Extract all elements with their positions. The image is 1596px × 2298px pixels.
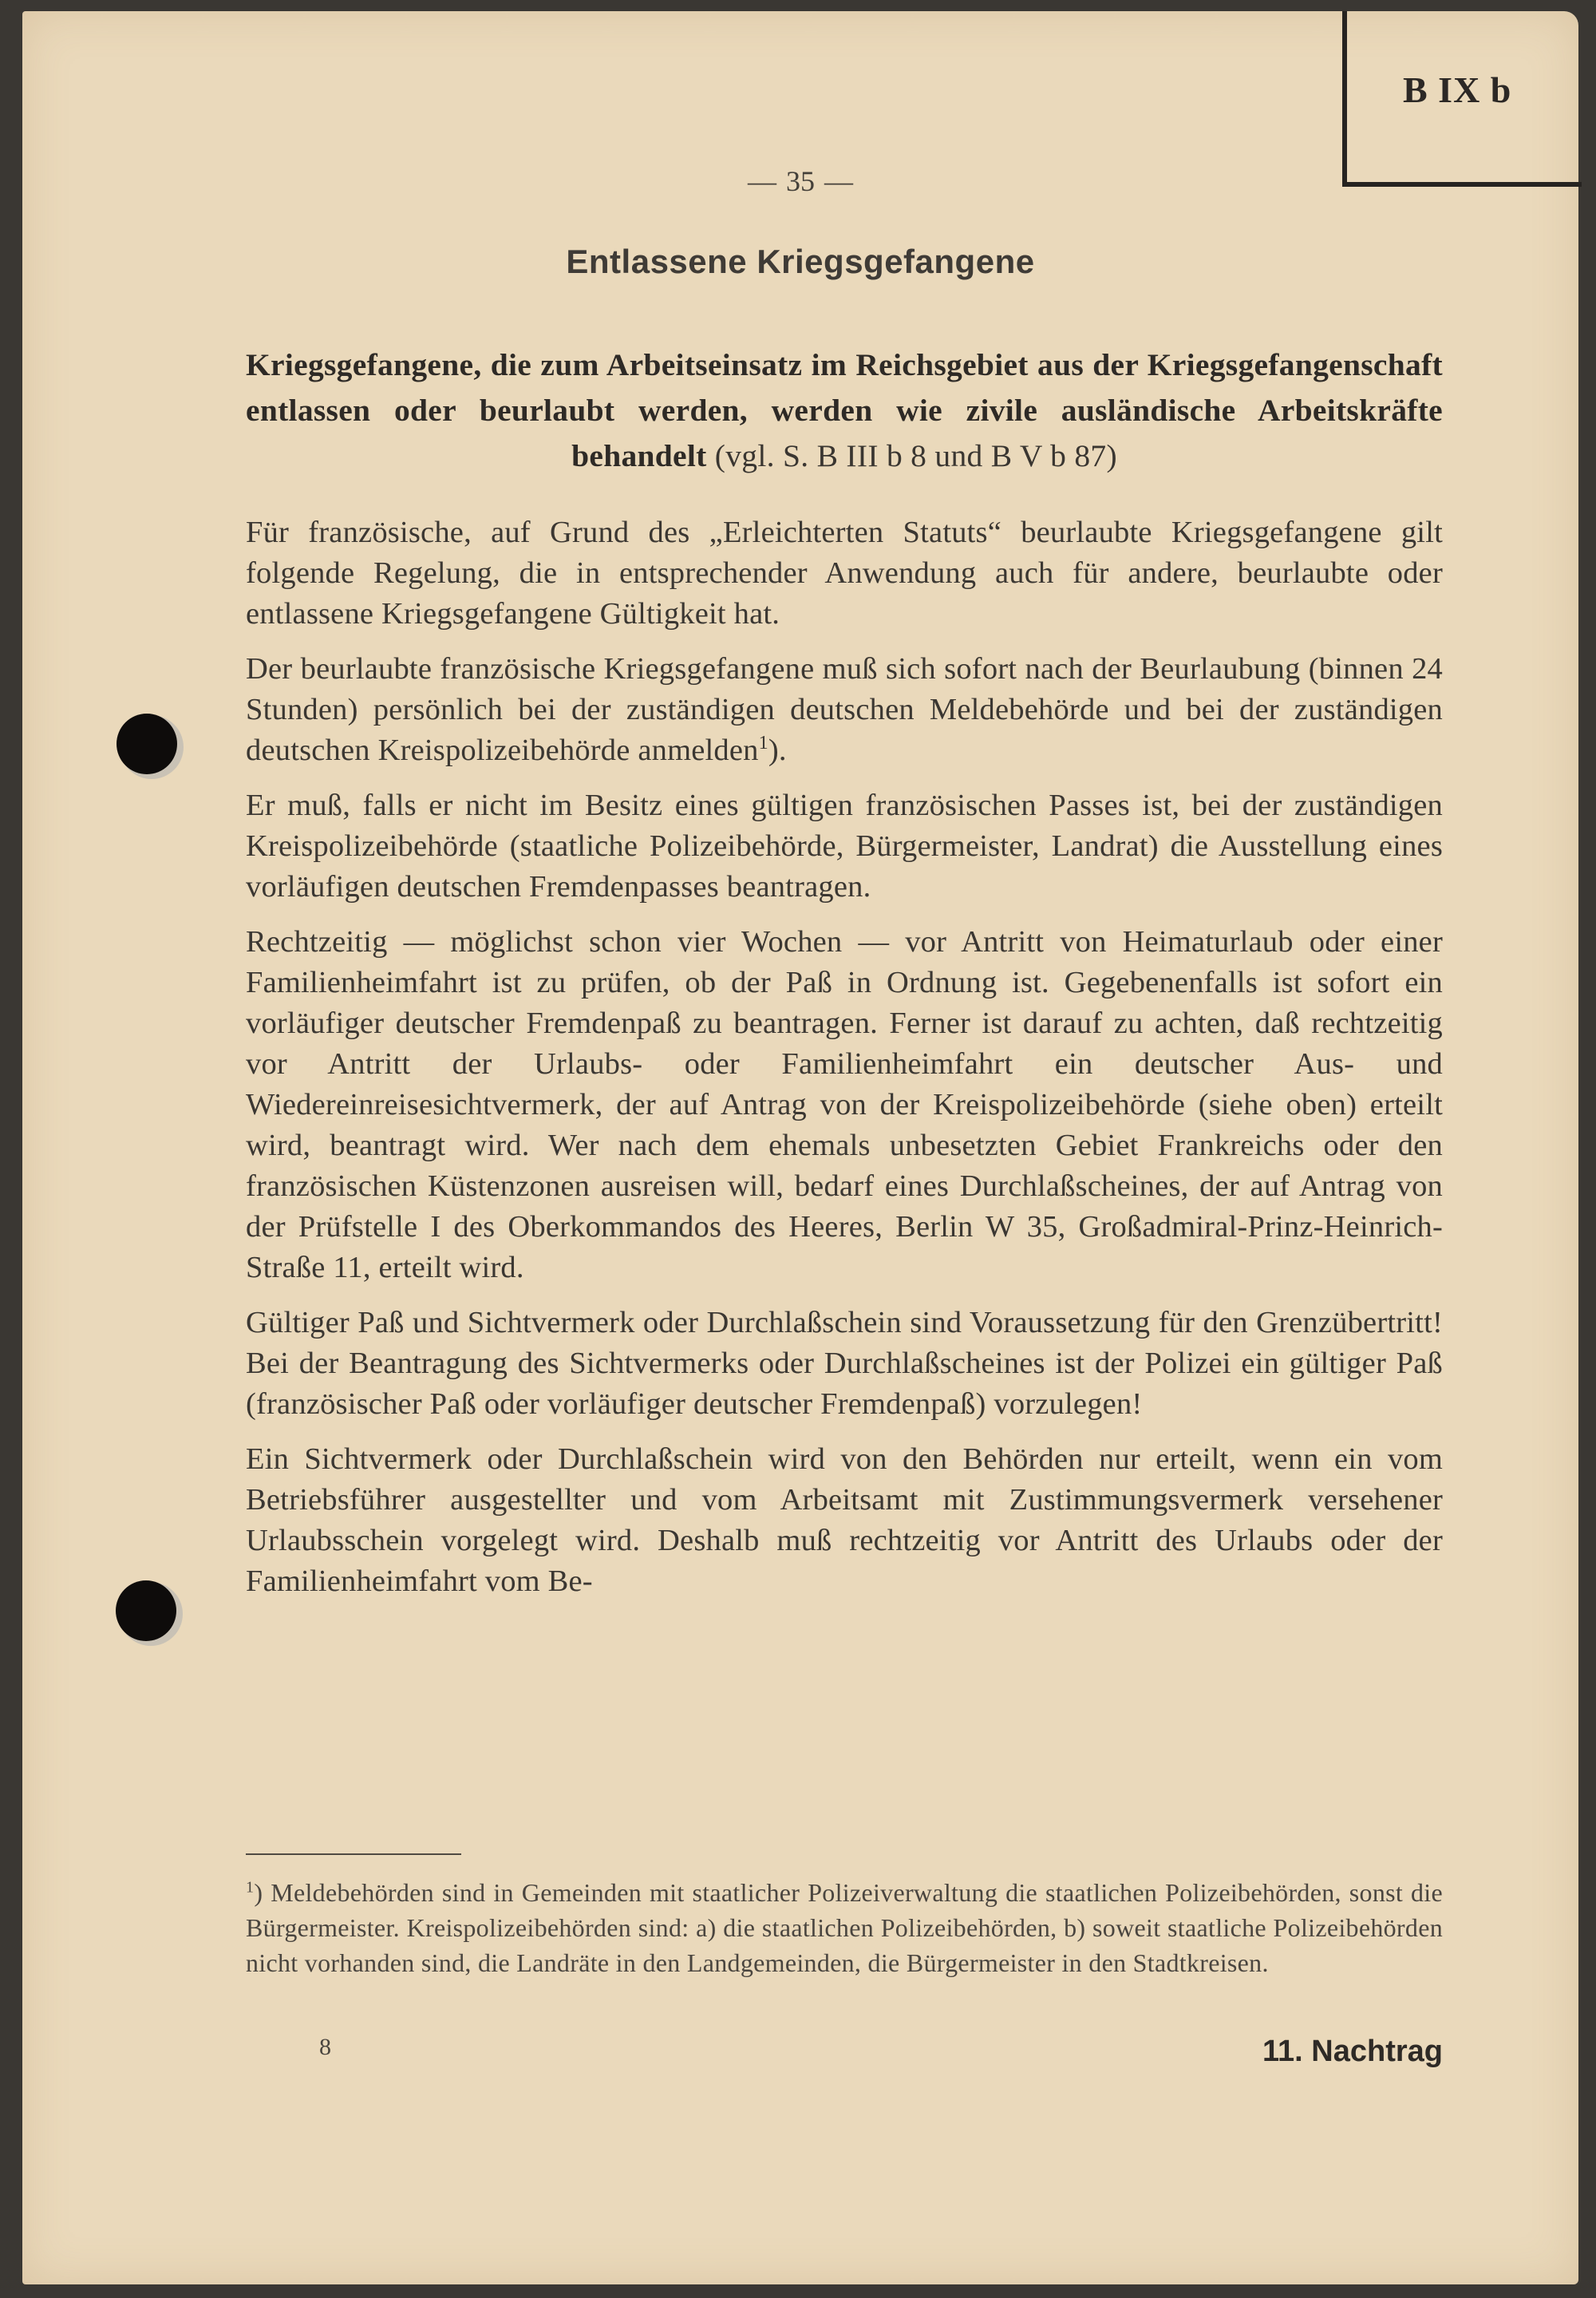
document-page bbox=[22, 11, 1578, 2284]
supplement-label: 11. Nachtrag bbox=[1262, 2035, 1443, 2068]
paragraph-registration-end: ). bbox=[768, 734, 787, 767]
sheet-number: 8 bbox=[319, 2034, 331, 2060]
intro-paragraph bbox=[246, 342, 1443, 479]
body-text bbox=[246, 512, 1443, 1616]
page-number-dash-right: — bbox=[824, 165, 853, 197]
page-number-value: 35 bbox=[786, 165, 815, 197]
section-stamp-label: B IX b bbox=[1403, 69, 1512, 110]
paragraph-registration bbox=[246, 649, 1443, 771]
section-stamp-box bbox=[1342, 11, 1582, 187]
paragraph-border-crossing: Gültiger Paß und Sichtvermerk oder Durchlaßschein sind Voraussetzung für den Grenzübertritt! Bei der Beantragung des Sichtvermerks oder Durchlaßscheines ist der Polizei ein gültiger Paß (französischer Paß oder vorläufiger deutscher Fremdenpaß) vorzulegen! bbox=[246, 1306, 1443, 1421]
punch-hole-top bbox=[117, 714, 177, 774]
footnote bbox=[246, 1875, 1443, 1980]
page-number-dash-left: — bbox=[748, 165, 776, 197]
page-title: Entlassene Kriegsgefangene bbox=[566, 243, 1035, 280]
punch-hole-bottom bbox=[116, 1580, 176, 1641]
paragraph-passport: Er muß, falls er nicht im Besitz eines gültigen französischen Passes ist, bei der zuständigen Kreispolizeibehörde (staatliche Polizeibehörde, Bürgermeister, Landrat) die Ausstellung eines vorläufigen deutschen Fremdenpasses beantragen. bbox=[246, 789, 1443, 904]
paragraph-status-rule: Für französische, auf Grund des „Erleichterten Statuts“ beurlaubte Kriegsgefangene gilt folgende Regelung, die in entsprechender Anwendung auch für andere, beurlaubte oder entlassene Kriegsgefangene Gültigkeit hat. bbox=[246, 516, 1443, 631]
footnote-text: ) Meldebehörden sind in Gemeinden mit staatlicher Polizeiverwaltung die staatlichen Polizeibehörden, sonst die Bürgermeister. Kreispolizeibehörden sind: a) die staatlichen Polizeibehörden, b) soweit staatliche Polizeibehörden nicht vorhanden sind, die Landräte in den Landgemeinden, die Bürgermeister in den Stadtkreisen. bbox=[246, 1878, 1443, 1977]
paragraph-leave-permit: Ein Sichtvermerk oder Durchlaßschein wird von den Behörden nur erteilt, wenn ein vom Betriebsführer ausgestellter und vom Arbeitsamt mit Zustimmungsvermerk versehener Urlaubsschein vorgelegt wird. Deshalb muß rechtzeitig vor Antritt des Urlaubs oder der Familienheimfahrt vom Be- bbox=[246, 1442, 1443, 1598]
footnote-divider bbox=[246, 1853, 461, 1855]
page-number bbox=[22, 164, 1578, 198]
footnote-reference: 1 bbox=[758, 733, 768, 754]
paragraph-home-leave: Rechtzeitig — möglichst schon vier Wochen — vor Antritt von Heimaturlaub oder einer Familienheimfahrt ist zu prüfen, ob der Paß in Ordnung ist. Gegebenenfalls ist sofort ein vorläufiger deutscher Fremdenpaß zu beantragen. Ferner ist darauf zu achten, daß rechtzeitig vor Antritt der Urlaubs- oder Familienheimfahrt ein deutscher Aus- und Wiedereinreisesichtvermerk, der auf Antrag von der Kreispolizeibehörde (siehe oben) erteilt wird, beantragt wird. Wer nach dem ehemals unbesetzten Gebiet Frankreichs oder den französischen Küstenzonen ausreisen will, bedarf eines Durchlaßscheines, der auf Antrag von der Prüfstelle I des Oberkommandos des Heeres, Berlin W 35, Großadmiral-Prinz-Heinrich-Straße 11, erteilt wird. bbox=[246, 925, 1443, 1284]
intro-bold-text: Kriegsgefangene, die zum Arbeitseinsatz im Reichsgebiet aus der Kriegsgefangenschaft entlassen oder beurlaubt werden, werden wie zivile ausländische Arbeitskräfte behandelt bbox=[246, 347, 1443, 473]
paragraph-registration-text: Der beurlaubte französische Kriegsgefangene muß sich sofort nach der Beurlaubung (binnen 24 Stunden) persönlich bei der zuständigen deutschen Meldebehörde und bei der zuständigen deutschen Kreispolizeibehörde anmelden bbox=[246, 652, 1443, 767]
intro-reference: (vgl. S. B III b 8 und B V b 87) bbox=[714, 438, 1117, 473]
footnote-marker: 1 bbox=[246, 1878, 255, 1897]
